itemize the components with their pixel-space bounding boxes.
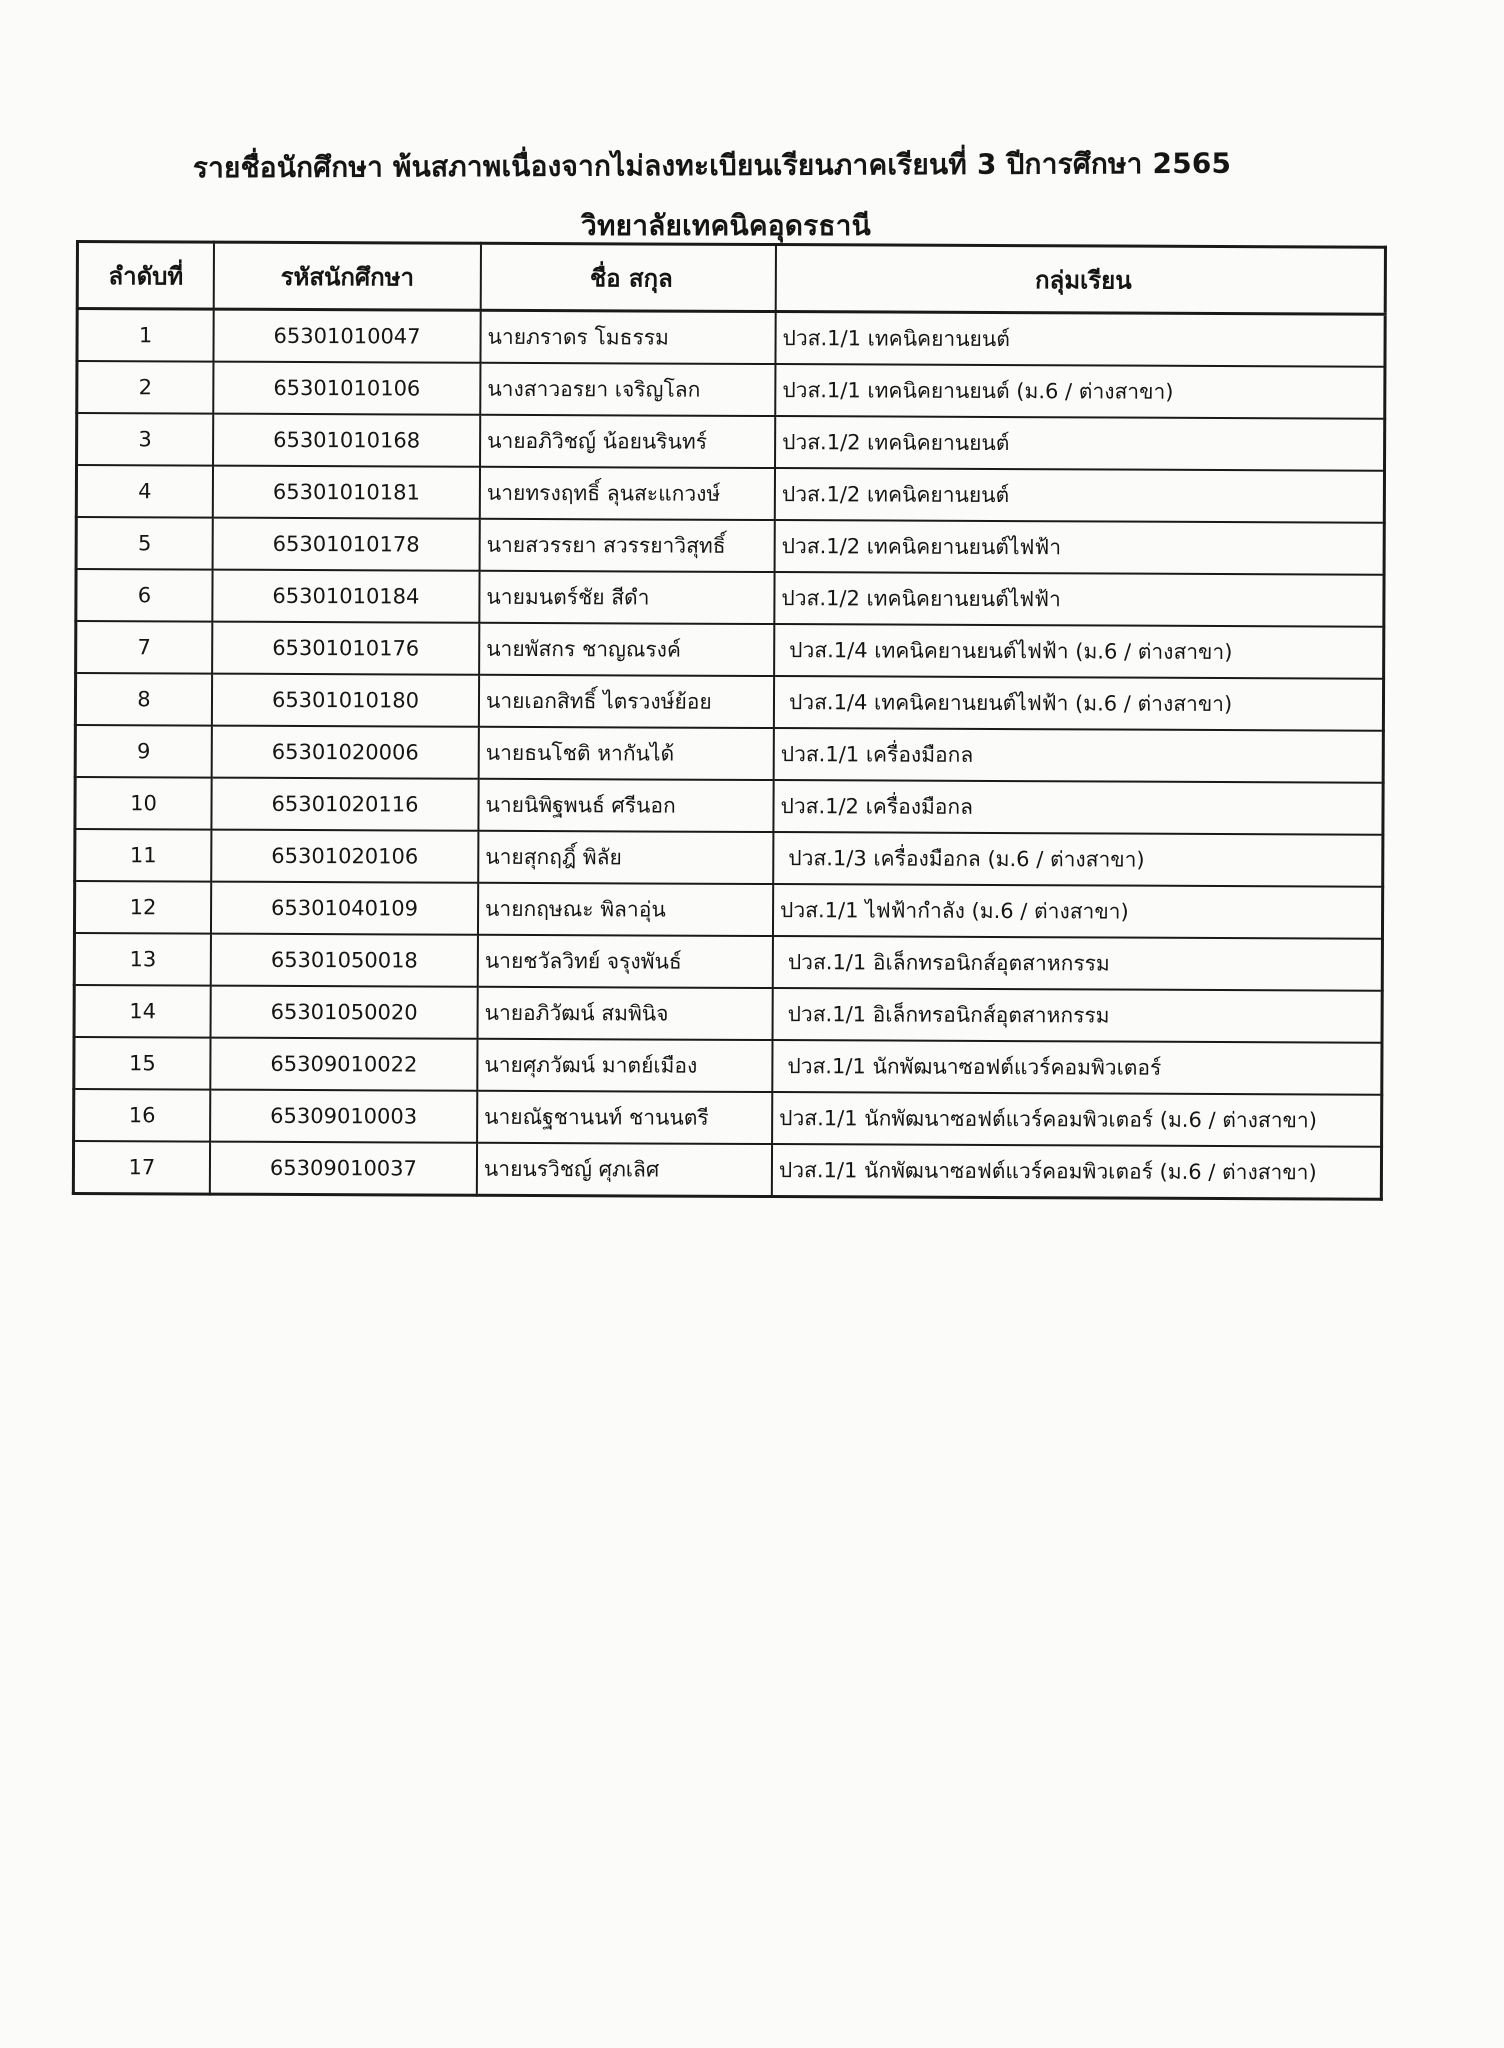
cell-student-id: 65301010184 — [212, 570, 479, 623]
cell-name: นายเอกสิทธิ์ ไตรวงษ์ย้อย — [479, 675, 774, 728]
table-row — [74, 881, 1382, 939]
cell-no: 11 — [75, 829, 212, 882]
cell-group: ปวส.1/1 นักพัฒนาซอฟต์แวร์คอมพิวเตอร์ — [772, 1040, 1382, 1095]
cell-name: นางสาวอรยา เจริญโลก — [480, 363, 775, 416]
cell-student-id: 65301050018 — [211, 934, 478, 987]
cell-group: ปวส.1/4 เทคนิคยานยนต์ไฟฟ้า (ม.6 / ต่างสาขา) — [774, 624, 1384, 679]
cell-no: 4 — [76, 465, 213, 518]
student-table — [72, 240, 1387, 1201]
table-row — [74, 985, 1382, 1043]
cell-student-id: 65301020006 — [212, 726, 479, 779]
cell-student-id: 65301020106 — [211, 830, 478, 883]
cell-no: 13 — [74, 933, 211, 986]
cell-no: 16 — [74, 1089, 211, 1142]
cell-no: 7 — [76, 621, 213, 674]
cell-no: 2 — [77, 361, 214, 414]
table-body — [73, 309, 1385, 1200]
cell-student-id: 65309010037 — [210, 1142, 477, 1196]
table-row — [77, 413, 1385, 471]
cell-name: นายชวัลวิทย์ จรุงพันธ์ — [478, 935, 773, 988]
cell-group: ปวส.1/1 อิเล็กทรอนิกส์อุตสาหกรรม — [773, 988, 1383, 1043]
cell-name: นายอภิวิชญ์ น้อยนรินทร์ — [480, 415, 775, 468]
cell-name: นายกฤษณะ พิลาอุ่น — [478, 883, 773, 936]
cell-no: 12 — [74, 881, 211, 934]
cell-group: ปวส.1/2 เทคนิคยานยนต์ไฟฟ้า — [775, 520, 1385, 575]
cell-group: ปวส.1/2 เทคนิคยานยนต์ไฟฟ้า — [774, 572, 1384, 627]
table-row — [73, 1141, 1381, 1199]
cell-no: 6 — [76, 569, 213, 622]
cell-name: นายณัฐชานนท์ ชานนตรี — [477, 1091, 772, 1144]
table-row — [77, 361, 1385, 419]
cell-name: นายนิพิฐพนธ์ ศรีนอก — [478, 779, 773, 832]
cell-group: ปวส.1/1 อิเล็กทรอนิกส์อุตสาหกรรม — [773, 936, 1383, 991]
header-student-id: รหัสนักศึกษา — [214, 242, 481, 310]
cell-group: ปวส.1/3 เครื่องมือกล (ม.6 / ต่างสาขา) — [773, 832, 1383, 887]
cell-group: ปวส.1/2 เทคนิคยานยนต์ — [775, 416, 1385, 471]
table-row — [74, 1037, 1382, 1095]
cell-student-id: 65301010180 — [212, 674, 479, 727]
cell-group: ปวส.1/1 เทคนิคยานยนต์ — [775, 312, 1385, 367]
cell-student-id: 65301010106 — [213, 362, 480, 415]
table-row — [74, 933, 1382, 991]
cell-no: 8 — [75, 673, 212, 726]
cell-student-id: 65301050020 — [211, 986, 478, 1039]
cell-group: ปวส.1/2 เครื่องมือกล — [773, 780, 1383, 835]
cell-group: ปวส.1/1 นักพัฒนาซอฟต์แวร์คอมพิวเตอร์ (ม.6 / ต่างสาขา) — [772, 1144, 1382, 1199]
table-row — [76, 621, 1384, 679]
cell-name: นายสวรรยา สวรรยาวิสุทธิ์ — [480, 519, 775, 572]
cell-student-id: 65301020116 — [211, 778, 478, 831]
table-row — [75, 777, 1383, 835]
cell-group: ปวส.1/1 เทคนิคยานยนต์ (ม.6 / ต่างสาขา) — [775, 364, 1385, 419]
college-name: วิทยาลัยเทคนิคอุดรธานี — [581, 209, 871, 242]
cell-no: 3 — [77, 413, 214, 466]
cell-student-id: 65309010003 — [210, 1090, 477, 1143]
cell-name: นายอภิวัฒน์ สมพินิจ — [478, 987, 773, 1040]
cell-name: นายภราดร โมธรรม — [480, 310, 775, 364]
cell-no: 14 — [74, 985, 211, 1038]
cell-name: นายสุกฤฎิ์ พิลัย — [478, 831, 773, 884]
table-row — [75, 673, 1383, 731]
table-row — [76, 465, 1384, 523]
cell-no: 9 — [75, 725, 212, 778]
cell-student-id: 65301010181 — [213, 466, 480, 519]
cell-no: 1 — [77, 309, 214, 362]
cell-group: ปวส.1/2 เทคนิคยานยนต์ — [775, 468, 1385, 523]
cell-group: ปวส.1/1 ไฟฟ้ากำลัง (ม.6 / ต่างสาขา) — [773, 884, 1383, 939]
cell-name: นายนรวิชญ์ ศุภเลิศ — [477, 1143, 772, 1197]
cell-no: 5 — [76, 517, 213, 570]
document-title: รายชื่อนักศึกษา พ้นสภาพเนื่องจากไม่ลงทะเบียนเรียนภาคเรียนที่ 3 ปีการศึกษา 2565 — [192, 146, 1232, 185]
cell-no: 15 — [74, 1037, 211, 1090]
table-row — [75, 725, 1383, 783]
cell-name: นายมนตร์ชัย สีดำ — [479, 571, 774, 624]
cell-name: นายพัสกร ชาญณรงค์ — [479, 623, 774, 676]
cell-student-id: 65301010047 — [213, 309, 480, 363]
table-row — [74, 1089, 1382, 1147]
cell-group: ปวส.1/1 นักพัฒนาซอฟต์แวร์คอมพิวเตอร์ (ม.6 / ต่างสาขา) — [772, 1092, 1382, 1147]
table-row — [76, 517, 1384, 575]
table-row — [77, 309, 1385, 367]
cell-name: นายทรงฤทธิ์ ลุนสะแกวงษ์ — [480, 467, 775, 520]
cell-group: ปวส.1/1 เครื่องมือกล — [774, 728, 1384, 783]
table-header-row — [77, 242, 1385, 315]
cell-student-id: 65309010022 — [210, 1038, 477, 1091]
cell-name: นายศุภวัฒน์ มาตย์เมือง — [477, 1039, 772, 1092]
table-row — [75, 829, 1383, 887]
cell-student-id: 65301010168 — [213, 414, 480, 467]
cell-no: 10 — [75, 777, 212, 830]
header-no: ลำดับที่ — [77, 242, 214, 310]
cell-name: นายธนโชติ หากันได้ — [479, 727, 774, 780]
header-group: กลุ่มเรียน — [776, 245, 1386, 315]
cell-student-id: 65301010178 — [213, 518, 480, 571]
cell-no: 17 — [73, 1141, 210, 1194]
cell-student-id: 65301040109 — [211, 882, 478, 935]
cell-group: ปวส.1/4 เทคนิคยานยนต์ไฟฟ้า (ม.6 / ต่างสาขา) — [774, 676, 1384, 731]
cell-student-id: 65301010176 — [212, 622, 479, 675]
header-name: ชื่อ สกุล — [481, 243, 776, 311]
table-row — [76, 569, 1384, 627]
